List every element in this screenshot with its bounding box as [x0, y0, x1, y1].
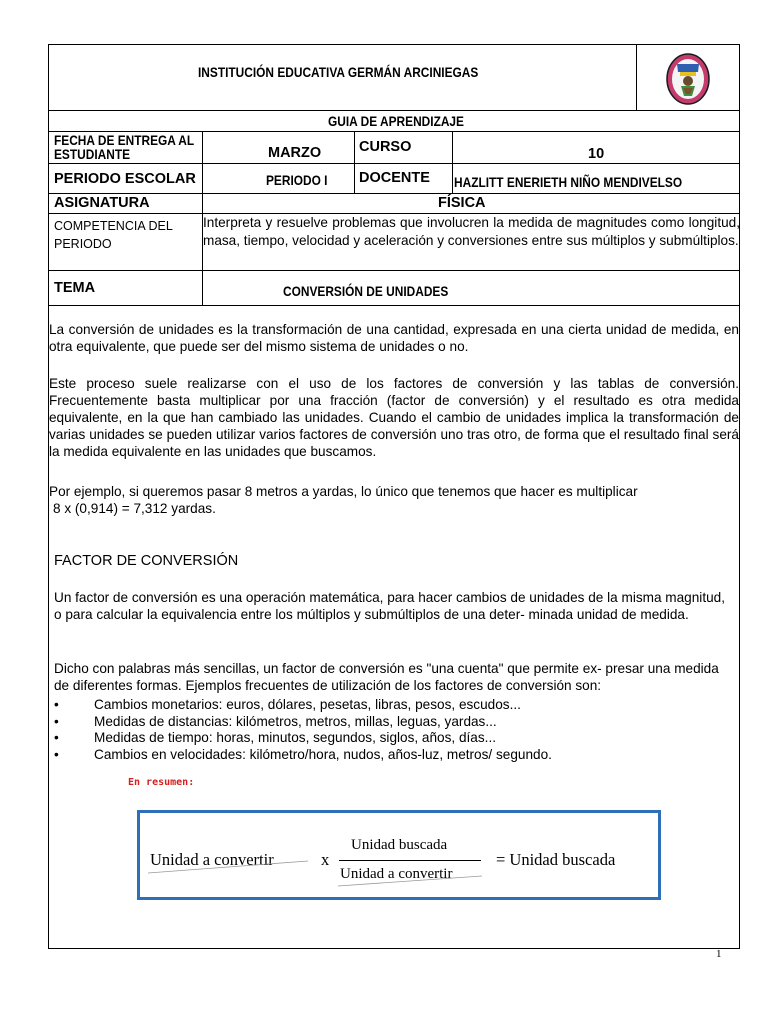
table-divider: [48, 163, 740, 164]
period-value: PERIODO I: [266, 172, 328, 188]
table-divider: [48, 305, 740, 306]
delivery-date-value: MARZO: [268, 145, 322, 161]
subject-value: FÍSICA: [438, 195, 486, 211]
section-title: FACTOR DE CONVERSIÓN: [54, 553, 239, 569]
competence-text: Interpreta y resuelve problemas que involucren la medida de magnitudes como longitud, masa, tiempo, velocidad y aceleración y conversiones entre sus múltiplos y submúltiplos.: [203, 215, 740, 248]
topic-value: CONVERSIÓN DE UNIDADES: [283, 283, 449, 299]
table-divider: [636, 44, 637, 110]
list-item: • Cambios en velocidades: kilómetro/hora, nudos, años-luz, metros/ segundo.: [54, 746, 552, 762]
bullet-icon: •: [54, 746, 59, 762]
bullet-icon: •: [54, 713, 59, 729]
list-item: • Cambios monetarios: euros, dólares, pesetas, libras, pesos, escudos...: [54, 697, 521, 712]
intro-paragraph: La conversión de unidades es la transformación de una cantidad, expresada en una cierta unidad de medida, en otra equivalente, que puede ser del mismo sistema de unidades o no.: [49, 322, 739, 354]
list-item: • Medidas de distancias: kilómetros, metros, millas, leguas, yardas...: [54, 713, 497, 729]
bullet-icon: •: [54, 697, 59, 712]
subject-label: ASIGNATURA: [54, 195, 150, 211]
summary-label: En resumen:: [128, 777, 195, 788]
formula-times-sign: x: [321, 850, 330, 869]
table-divider: [452, 131, 453, 193]
course-value: 10: [588, 146, 605, 162]
simple-definition-paragraph: Dicho con palabras más sencillas, un factor de conversión es "una cuenta" que permite ex- presar una medida de diferentes formas. Ejemplos frecuentes de utilización de los factores de conversión son:: [54, 661, 719, 693]
example-line-2: 8 x (0,914) = 7,312 yardas.: [53, 501, 216, 516]
example-line-1: Por ejemplo, si queremos pasar 8 metros a yardas, lo único que tenemos que hacer es multiplicar: [49, 484, 638, 499]
teacher-label: DOCENTE: [359, 170, 430, 186]
formula-numerator: Unidad buscada: [351, 837, 448, 853]
competence-label: COMPETENCIA DEL PERIODO: [54, 219, 173, 251]
table-divider: [48, 193, 740, 194]
formula-denominator: Unidad a convertir: [340, 866, 453, 882]
table-divider: [354, 131, 355, 193]
examples-list: [54, 697, 552, 763]
process-paragraph: Este proceso suele realizarse con el uso de los factores de conversión y las tablas de conversión. Frecuentemente basta multiplicar por una fracción (factor de conversión) y el resultado es otra medida equivalente, en la que han cambiado las unidades. Cuando el cambio de unidades implica la transformación de varias unidades se pueden utilizar varios factores de conversión uno tras otro, de forma que el resultado final será la medida equivalente en las unidades que buscamos.: [49, 376, 739, 459]
formula-result: = Unidad buscada: [496, 850, 616, 869]
teacher-name: HAZLITT ENERIETH NIÑO MENDIVELSO: [454, 174, 683, 190]
guide-title: GUIA DE APRENDIZAJE: [328, 113, 464, 129]
course-label: CURSO: [359, 139, 412, 155]
list-item: • Medidas de tiempo: horas, minutos, segundos, siglos, años, días...: [54, 730, 496, 745]
definition-paragraph: Un factor de conversión es una operación matemática, para hacer cambios de unidades de la misma magnitud, o para calcular la equivalencia entre los múltiplos y submúltiplos de una deter- minada unidad de medida.: [54, 590, 725, 622]
table-divider: [48, 270, 740, 271]
strike-marks: [140, 813, 658, 897]
period-label: PERIODO ESCOLAR: [54, 171, 196, 187]
formula-left-term: Unidad a convertir: [150, 850, 274, 869]
institution-name: INSTITUCIÓN EDUCATIVA GERMÁN ARCINIEGAS: [198, 64, 479, 80]
table-divider: [48, 110, 740, 111]
school-crest-logo: [665, 52, 711, 106]
bullet-icon: •: [54, 730, 59, 745]
page-number: 1: [716, 948, 722, 960]
delivery-date-label: FECHA DE ENTREGA AL ESTUDIANTE: [54, 132, 194, 162]
topic-label: TEMA: [54, 280, 96, 296]
conversion-formula-box: [137, 810, 661, 900]
